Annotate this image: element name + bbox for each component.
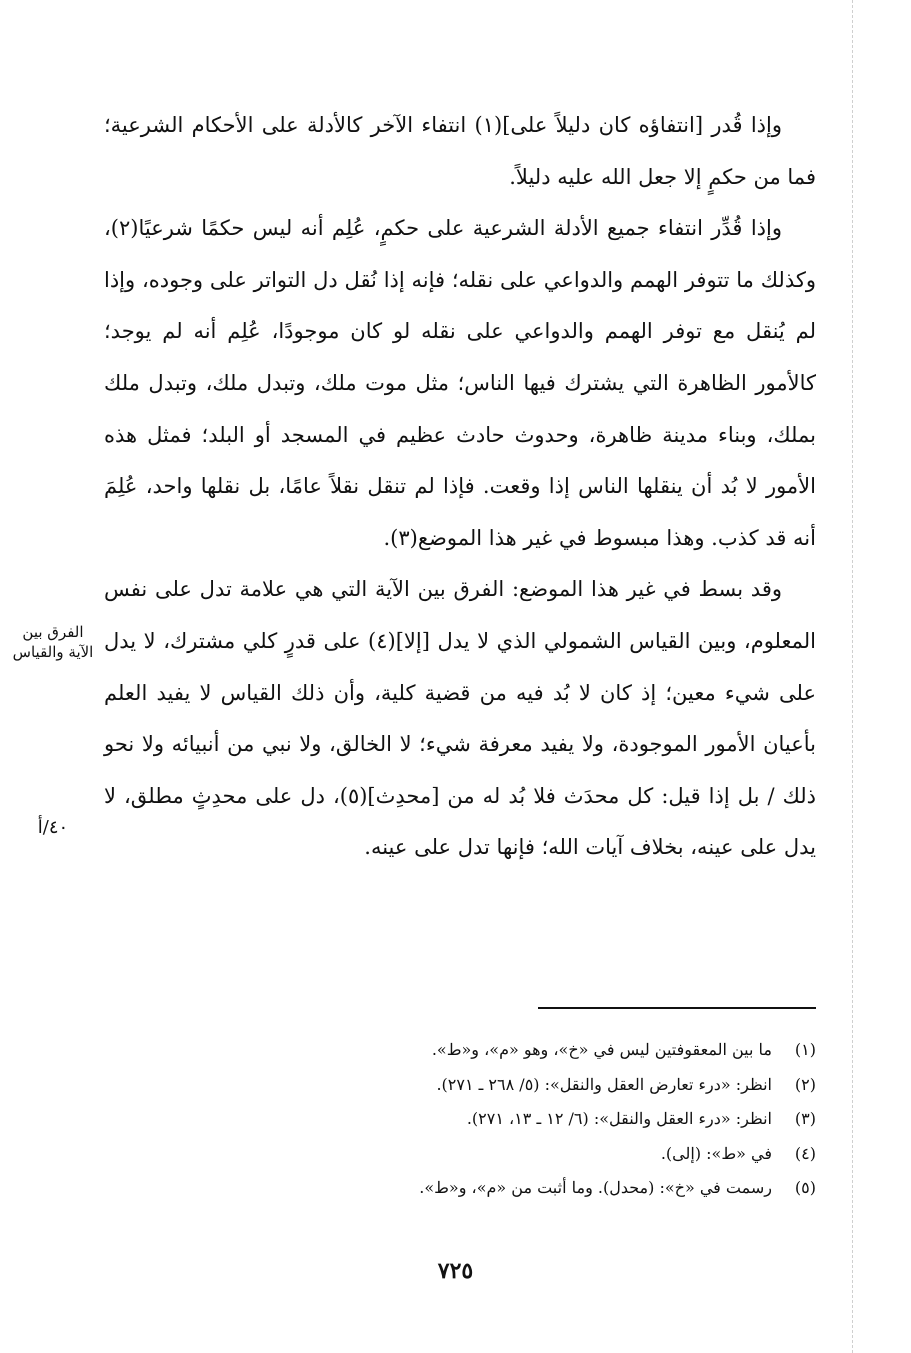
footnote-item xyxy=(120,1137,816,1172)
footnote-number: (٣) xyxy=(794,1109,816,1128)
footnote-divider xyxy=(538,1007,816,1009)
footnote-number: (٤) xyxy=(794,1143,816,1163)
footnote-number: (٢) xyxy=(794,1074,816,1094)
footnote-item xyxy=(120,1068,816,1103)
footnote-number: (٥) xyxy=(794,1178,816,1197)
footnote-text: ما بين المعقوفتين ليس في «خ»، وهو «م»، و«ط». xyxy=(431,1040,772,1059)
paragraph-3: وقد بسط في غير هذا الموضع: الفرق بين الآية التي هي علامة تدل على نفس المعلوم، وبين القياس الشمولي الذي لا يدل [إلا](٤) على قدرٍ كلي مشترك، لا يدل على شيء معين؛ إذ كان لا بُد فيه من قضية كلية، وأن ذلك القياس لا يفيد العلم بأعيان الأمور الموجودة، ولا يفيد معرفة شيء؛ لا الخالق، ولا نبي من أنبيائه ولا نحو ذلك / بل إذا قيل: كل محدَث فلا بُد له من [محدِث](٥)، دل على محدِثٍ مطلق، لا يدل على عينه، بخلاف آيات الله؛ فإنها تدل على عينه. xyxy=(104,577,817,860)
paragraph-2: وإذا قُدِّر انتفاء جميع الأدلة الشرعية على حكمٍ، عُلِم أنه ليس حكمًا شرعيًا(٢)، وكذلك ما تتوفر الهمم والدواعي على نقله؛ فإنه إذا نُقل دل التواتر على وجوده، وإذا لم يُنقل مع توفر الهمم والدواعي على نقله لو كان موجودًا، عُلِم أنه لم يوجد؛ كالأمور الظاهرة التي يشترك فيها الناس؛ مثل موت ملك، وتبدل ملك، وتبدل ملك بملك، وبناء مدينة ظاهرة، وحدوث حادث عظيم في المسجد أو البلد؛ فمثل هذه الأمور لا بُد أن ينقلها الناس إذا وقعت. فإذا لم تنقل نقلاً عامًا، بل نقلها واحد، عُلِمَ أنه قد كذب. وهذا مبسوط في غير هذا الموضع(٣). xyxy=(104,216,816,550)
footnote-number: (١) xyxy=(794,1040,816,1059)
footnote-item xyxy=(120,1171,816,1206)
footnote-item xyxy=(120,1033,816,1068)
footnote-text: انظر: «درء تعارض العقل والنقل»: (٥/ ٢٦٨ ـ ٢٧١). xyxy=(436,1074,772,1094)
footnotes xyxy=(120,1033,816,1206)
footnote-item xyxy=(120,1102,816,1137)
paragraph-1: وإذا قُدر [انتفاؤه كان دليلاً على](١) انتفاء الآخر كالأدلة على الأحكام الشرعية؛ فما من حكمٍ إلا جعل الله عليه دليلاً. xyxy=(104,113,816,189)
page-number: ٧٢٥ xyxy=(437,1258,474,1284)
manuscript-folio-reference: ٤٠/أ xyxy=(37,817,69,838)
margin-section-label: الفرق بين الآية والقياس xyxy=(12,623,94,661)
footnote-text: رسمت في «خ»: (محدل). وما أثبت من «م»، و«ط». xyxy=(419,1178,772,1197)
footnote-text: انظر: «درء العقل والنقل»: (٦/ ١٢ ـ ١٣، ٢٧١). xyxy=(466,1109,772,1128)
main-text xyxy=(104,100,816,874)
scan-edge-line xyxy=(851,0,853,1353)
footnote-text: في «ط»: (إلى). xyxy=(660,1143,772,1163)
